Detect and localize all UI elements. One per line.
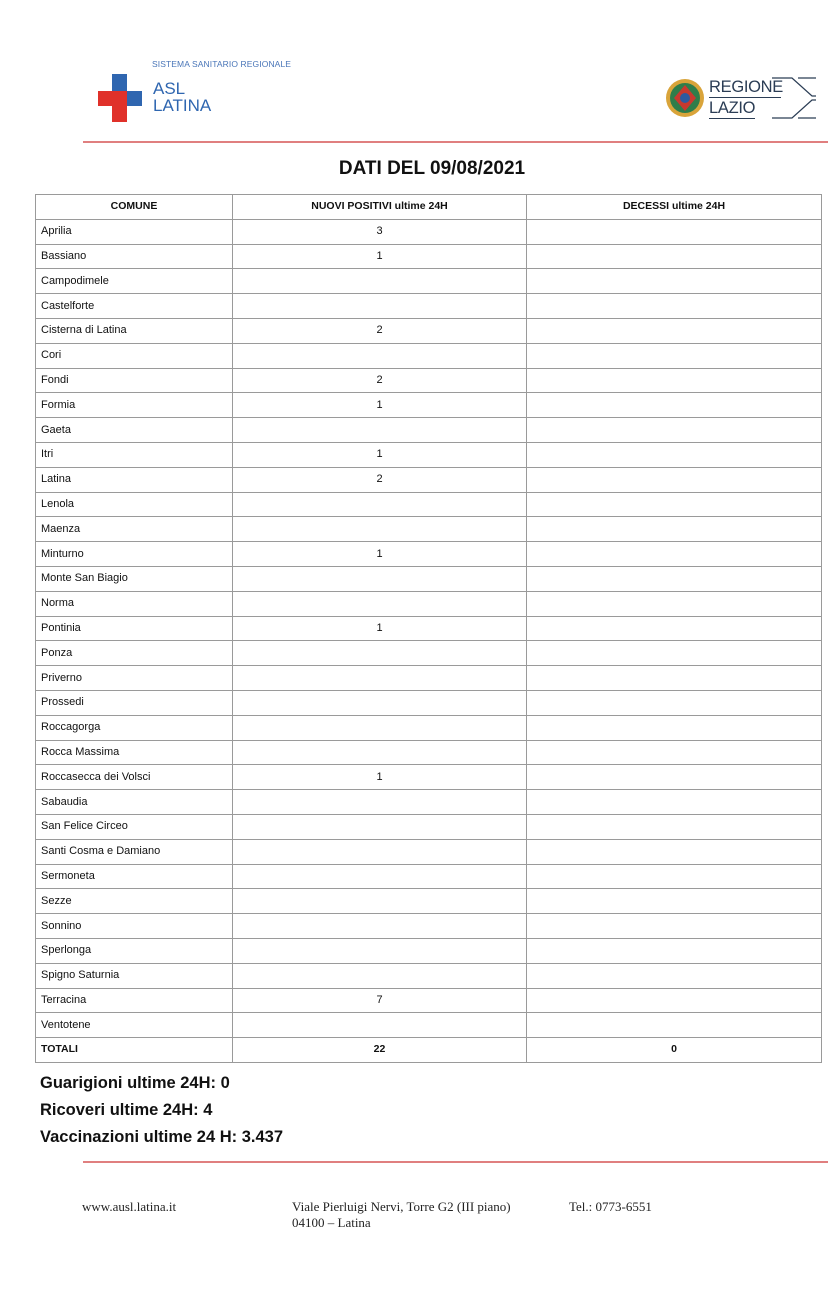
cell-comune: Priverno bbox=[36, 666, 233, 691]
cell-positivi: 1 bbox=[233, 542, 527, 567]
covid-data-table bbox=[35, 194, 822, 1063]
cell-comune: Norma bbox=[36, 591, 233, 616]
cell-decessi bbox=[527, 517, 822, 542]
cell-decessi bbox=[527, 963, 822, 988]
cell-decessi bbox=[527, 269, 822, 294]
cell-decessi bbox=[527, 1013, 822, 1038]
header-divider bbox=[83, 141, 828, 143]
cell-comune: Roccasecca dei Volsci bbox=[36, 765, 233, 790]
footer-phone: Tel.: 0773-6551 bbox=[569, 1199, 652, 1214]
cell-decessi bbox=[527, 765, 822, 790]
table-row bbox=[36, 740, 822, 765]
cell-decessi bbox=[527, 343, 822, 368]
cell-comune: Spigno Saturnia bbox=[36, 963, 233, 988]
cell-comune: Lenola bbox=[36, 492, 233, 517]
cell-positivi bbox=[233, 938, 527, 963]
cell-positivi: 2 bbox=[233, 467, 527, 492]
table-row bbox=[36, 542, 822, 567]
table-row bbox=[36, 591, 822, 616]
asl-name-line1: ASL bbox=[153, 79, 186, 98]
cell-decessi bbox=[527, 442, 822, 467]
cell-decessi bbox=[527, 889, 822, 914]
cell-comune: Sezze bbox=[36, 889, 233, 914]
cell-positivi bbox=[233, 790, 527, 815]
table-row bbox=[36, 938, 822, 963]
cell-comune: Sermoneta bbox=[36, 864, 233, 889]
cell-positivi bbox=[233, 492, 527, 517]
cell-decessi bbox=[527, 715, 822, 740]
cell-positivi bbox=[233, 517, 527, 542]
cell-decessi bbox=[527, 814, 822, 839]
footer-address-line1: Viale Pierluigi Nervi, Torre G2 (III piano) bbox=[292, 1199, 511, 1214]
cell-comune: Sperlonga bbox=[36, 938, 233, 963]
cell-comune: Formia bbox=[36, 393, 233, 418]
cell-decessi bbox=[527, 690, 822, 715]
cell-decessi bbox=[527, 641, 822, 666]
cell-decessi bbox=[527, 666, 822, 691]
cell-positivi bbox=[233, 418, 527, 443]
cell-comune: Minturno bbox=[36, 542, 233, 567]
footer-website: www.ausl.latina.it bbox=[82, 1199, 177, 1214]
column-header-comune: COMUNE bbox=[36, 195, 233, 220]
cell-decessi bbox=[527, 467, 822, 492]
cell-comune: Cori bbox=[36, 343, 233, 368]
cell-comune: Fondi bbox=[36, 368, 233, 393]
table-row bbox=[36, 666, 822, 691]
cell-positivi bbox=[233, 566, 527, 591]
page-title: DATI DEL 09/08/2021 bbox=[338, 158, 526, 179]
cell-comune: Itri bbox=[36, 442, 233, 467]
totals-label: TOTALI bbox=[36, 1038, 233, 1063]
cell-positivi: 3 bbox=[233, 219, 527, 244]
cell-comune: Prossedi bbox=[36, 690, 233, 715]
cell-decessi bbox=[527, 318, 822, 343]
cell-positivi bbox=[233, 690, 527, 715]
table-row bbox=[36, 244, 822, 269]
cell-comune: San Felice Circeo bbox=[36, 814, 233, 839]
table-row bbox=[36, 889, 822, 914]
cell-positivi bbox=[233, 963, 527, 988]
cell-positivi: 2 bbox=[233, 318, 527, 343]
cell-comune: Pontinia bbox=[36, 616, 233, 641]
cell-positivi bbox=[233, 343, 527, 368]
table-body bbox=[36, 219, 822, 1037]
cell-comune: Sabaudia bbox=[36, 790, 233, 815]
cell-decessi bbox=[527, 418, 822, 443]
footer-address-line2: 04100 – Latina bbox=[292, 1215, 371, 1230]
cell-comune: Terracina bbox=[36, 988, 233, 1013]
cell-decessi bbox=[527, 864, 822, 889]
table-row bbox=[36, 393, 822, 418]
cell-positivi bbox=[233, 666, 527, 691]
cell-positivi bbox=[233, 889, 527, 914]
totals-decessi: 0 bbox=[527, 1038, 822, 1063]
summary-ricoveri: Ricoveri ultime 24H: 4 bbox=[40, 1101, 213, 1119]
cell-comune: Campodimele bbox=[36, 269, 233, 294]
cell-positivi: 1 bbox=[233, 442, 527, 467]
column-header-positivi: NUOVI POSITIVI ultime 24H bbox=[233, 195, 527, 220]
table-row bbox=[36, 963, 822, 988]
regione-lazio-arrows-icon bbox=[772, 76, 818, 120]
cell-positivi: 2 bbox=[233, 368, 527, 393]
table-row bbox=[36, 1013, 822, 1038]
cell-comune: Santi Cosma e Damiano bbox=[36, 839, 233, 864]
asl-supertitle: SISTEMA SANITARIO REGIONALE bbox=[152, 59, 292, 69]
cell-positivi bbox=[233, 864, 527, 889]
regione-lazio-wordmark bbox=[709, 77, 781, 119]
cell-decessi bbox=[527, 790, 822, 815]
cell-decessi bbox=[527, 393, 822, 418]
footer-divider bbox=[83, 1161, 828, 1163]
cell-positivi bbox=[233, 715, 527, 740]
table-row bbox=[36, 616, 822, 641]
cell-comune: Rocca Massima bbox=[36, 740, 233, 765]
cell-comune: Bassiano bbox=[36, 244, 233, 269]
cell-decessi bbox=[527, 938, 822, 963]
table-row bbox=[36, 442, 822, 467]
cell-comune: Latina bbox=[36, 467, 233, 492]
cell-positivi: 1 bbox=[233, 393, 527, 418]
cell-comune: Aprilia bbox=[36, 219, 233, 244]
asl-name-line2: LATINA bbox=[153, 96, 212, 115]
region-line2: LAZIO bbox=[709, 99, 756, 117]
table-row bbox=[36, 765, 822, 790]
table-row bbox=[36, 914, 822, 939]
table-row bbox=[36, 839, 822, 864]
cell-positivi bbox=[233, 294, 527, 319]
summary-block bbox=[40, 1070, 283, 1151]
table-row bbox=[36, 715, 822, 740]
cell-decessi bbox=[527, 914, 822, 939]
cell-positivi: 1 bbox=[233, 616, 527, 641]
cell-decessi bbox=[527, 542, 822, 567]
cell-positivi bbox=[233, 641, 527, 666]
cell-comune: Cisterna di Latina bbox=[36, 318, 233, 343]
table-row bbox=[36, 814, 822, 839]
table-row bbox=[36, 641, 822, 666]
table-row bbox=[36, 343, 822, 368]
table-row bbox=[36, 368, 822, 393]
cell-positivi: 7 bbox=[233, 988, 527, 1013]
cell-comune: Castelforte bbox=[36, 294, 233, 319]
cell-decessi bbox=[527, 616, 822, 641]
table-header-row bbox=[36, 195, 822, 220]
cell-comune: Roccagorga bbox=[36, 715, 233, 740]
cell-comune: Maenza bbox=[36, 517, 233, 542]
cell-comune: Sonnino bbox=[36, 914, 233, 939]
cell-positivi bbox=[233, 839, 527, 864]
cell-comune: Monte San Biagio bbox=[36, 566, 233, 591]
cell-decessi bbox=[527, 368, 822, 393]
cell-decessi bbox=[527, 294, 822, 319]
cell-positivi: 1 bbox=[233, 244, 527, 269]
region-line1: REGIONE bbox=[709, 78, 783, 96]
table-row bbox=[36, 418, 822, 443]
cell-comune: Ventotene bbox=[36, 1013, 233, 1038]
table-row bbox=[36, 492, 822, 517]
cell-decessi bbox=[527, 740, 822, 765]
cell-decessi bbox=[527, 566, 822, 591]
asl-cross-icon bbox=[96, 72, 144, 124]
summary-guarigioni: Guarigioni ultime 24H: 0 bbox=[40, 1074, 230, 1092]
cell-decessi bbox=[527, 591, 822, 616]
cell-decessi bbox=[527, 988, 822, 1013]
cell-positivi bbox=[233, 814, 527, 839]
cell-decessi bbox=[527, 839, 822, 864]
table-row bbox=[36, 864, 822, 889]
table-row bbox=[36, 517, 822, 542]
regione-lazio-emblem-icon bbox=[664, 76, 706, 120]
table-row bbox=[36, 269, 822, 294]
cell-positivi bbox=[233, 591, 527, 616]
table-row bbox=[36, 790, 822, 815]
table-row bbox=[36, 294, 822, 319]
summary-vaccinazioni: Vaccinazioni ultime 24 H: 3.437 bbox=[40, 1128, 284, 1146]
totals-row bbox=[36, 1038, 822, 1063]
cell-decessi bbox=[527, 492, 822, 517]
asl-name bbox=[153, 80, 211, 114]
cell-positivi bbox=[233, 914, 527, 939]
table-row bbox=[36, 318, 822, 343]
cell-comune: Gaeta bbox=[36, 418, 233, 443]
cell-positivi bbox=[233, 1013, 527, 1038]
table-row bbox=[36, 988, 822, 1013]
cell-comune: Ponza bbox=[36, 641, 233, 666]
footer-address bbox=[292, 1199, 542, 1231]
cell-positivi: 1 bbox=[233, 765, 527, 790]
table-row bbox=[36, 467, 822, 492]
cell-positivi bbox=[233, 740, 527, 765]
cell-positivi bbox=[233, 269, 527, 294]
column-header-decessi: DECESSI ultime 24H bbox=[527, 195, 822, 220]
table-row bbox=[36, 690, 822, 715]
cell-decessi bbox=[527, 219, 822, 244]
table-row bbox=[36, 219, 822, 244]
cell-decessi bbox=[527, 244, 822, 269]
table-row bbox=[36, 566, 822, 591]
totals-positivi: 22 bbox=[233, 1038, 527, 1063]
